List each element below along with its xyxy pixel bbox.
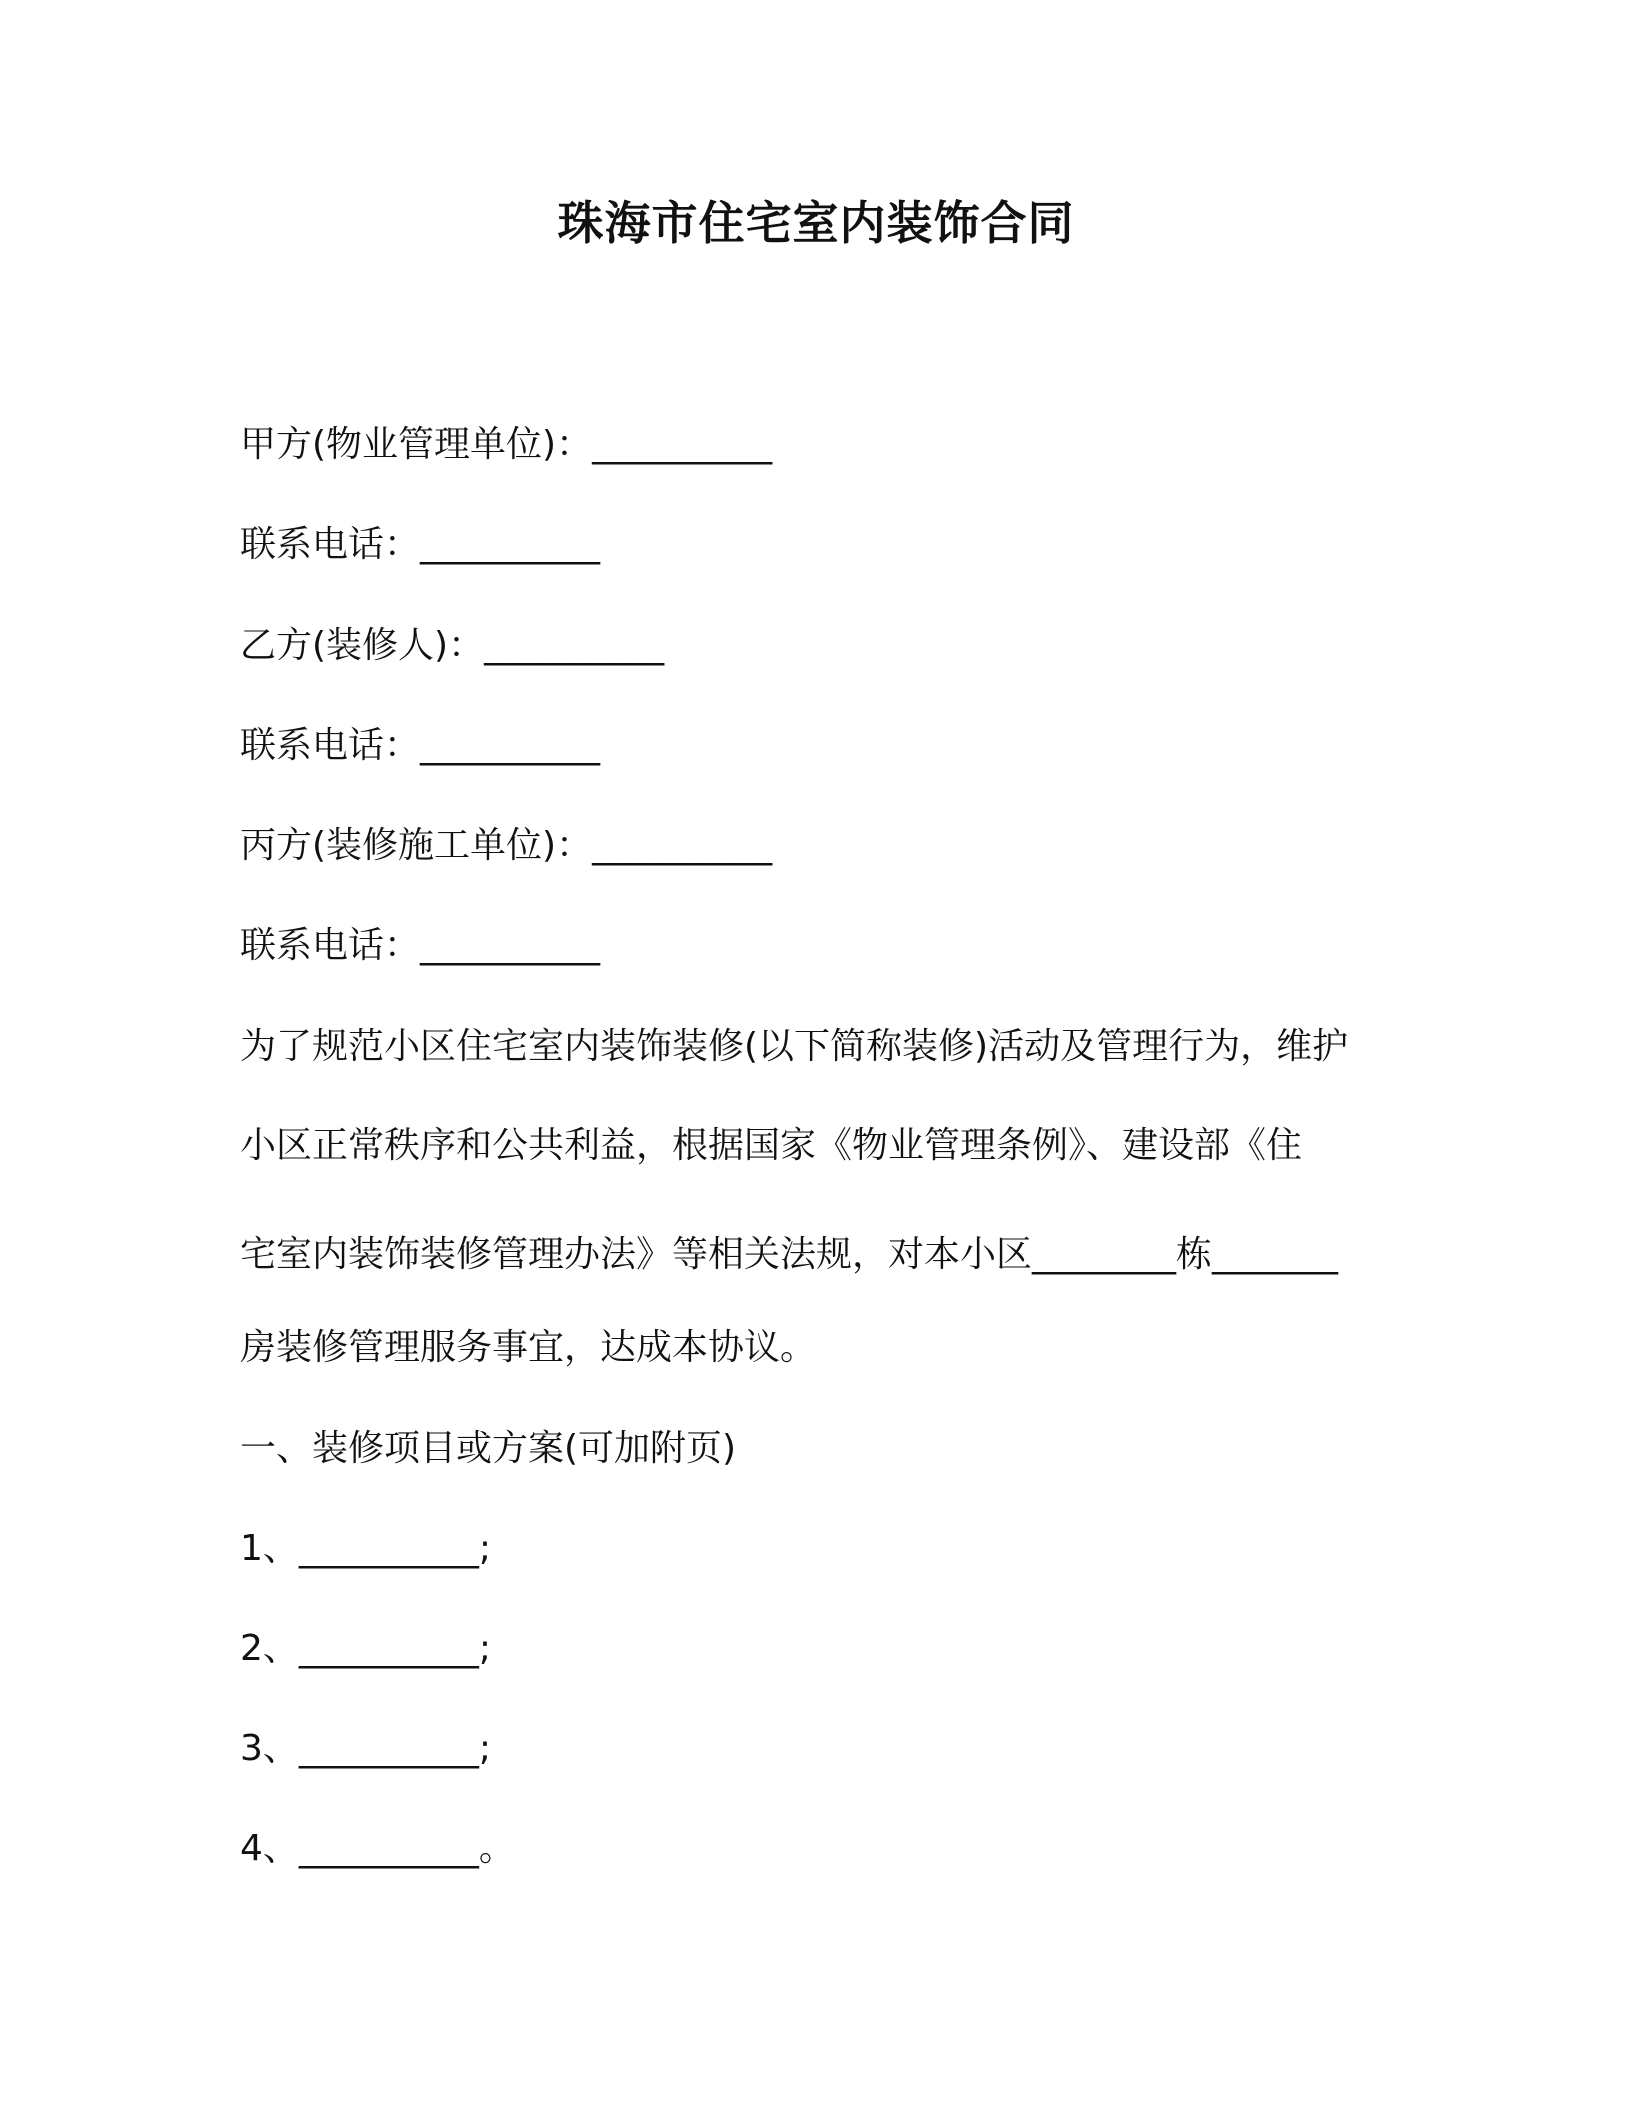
document-title: 珠海市住宅室内装饰合同 (557, 196, 1075, 250)
preamble-line-3: 宅室内装饰装修管理办法》等相关法规，对本小区________栋_______ (240, 1234, 1339, 1275)
section-heading: 一、装修项目或方案(可加附页) (240, 1428, 737, 1469)
preamble-line-4: 房装修管理服务事宜，达成本协议。 (240, 1327, 817, 1368)
party-c-line: 丙方(装修施工单位)：__________ (240, 825, 773, 866)
list-item: 3、__________; (240, 1728, 492, 1769)
preamble-line-1: 为了规范小区住宅室内装饰装修(以下简称装修)活动及管理行为，维护 (240, 1026, 1349, 1067)
party-b-phone-line: 联系电话：__________ (240, 725, 601, 766)
party-a-phone-line: 联系电话：__________ (240, 524, 601, 565)
list-item: 1、__________; (240, 1528, 492, 1569)
party-b-line: 乙方(装修人)：__________ (240, 625, 665, 666)
list-item: 4、__________。 (240, 1828, 515, 1869)
list-item: 2、__________; (240, 1628, 492, 1669)
party-a-line: 甲方(物业管理单位)：__________ (240, 424, 773, 465)
preamble-line-2: 小区正常秩序和公共利益，根据国家《物业管理条例》、建设部《住 (240, 1125, 1303, 1166)
party-c-phone-line: 联系电话：__________ (240, 925, 601, 966)
